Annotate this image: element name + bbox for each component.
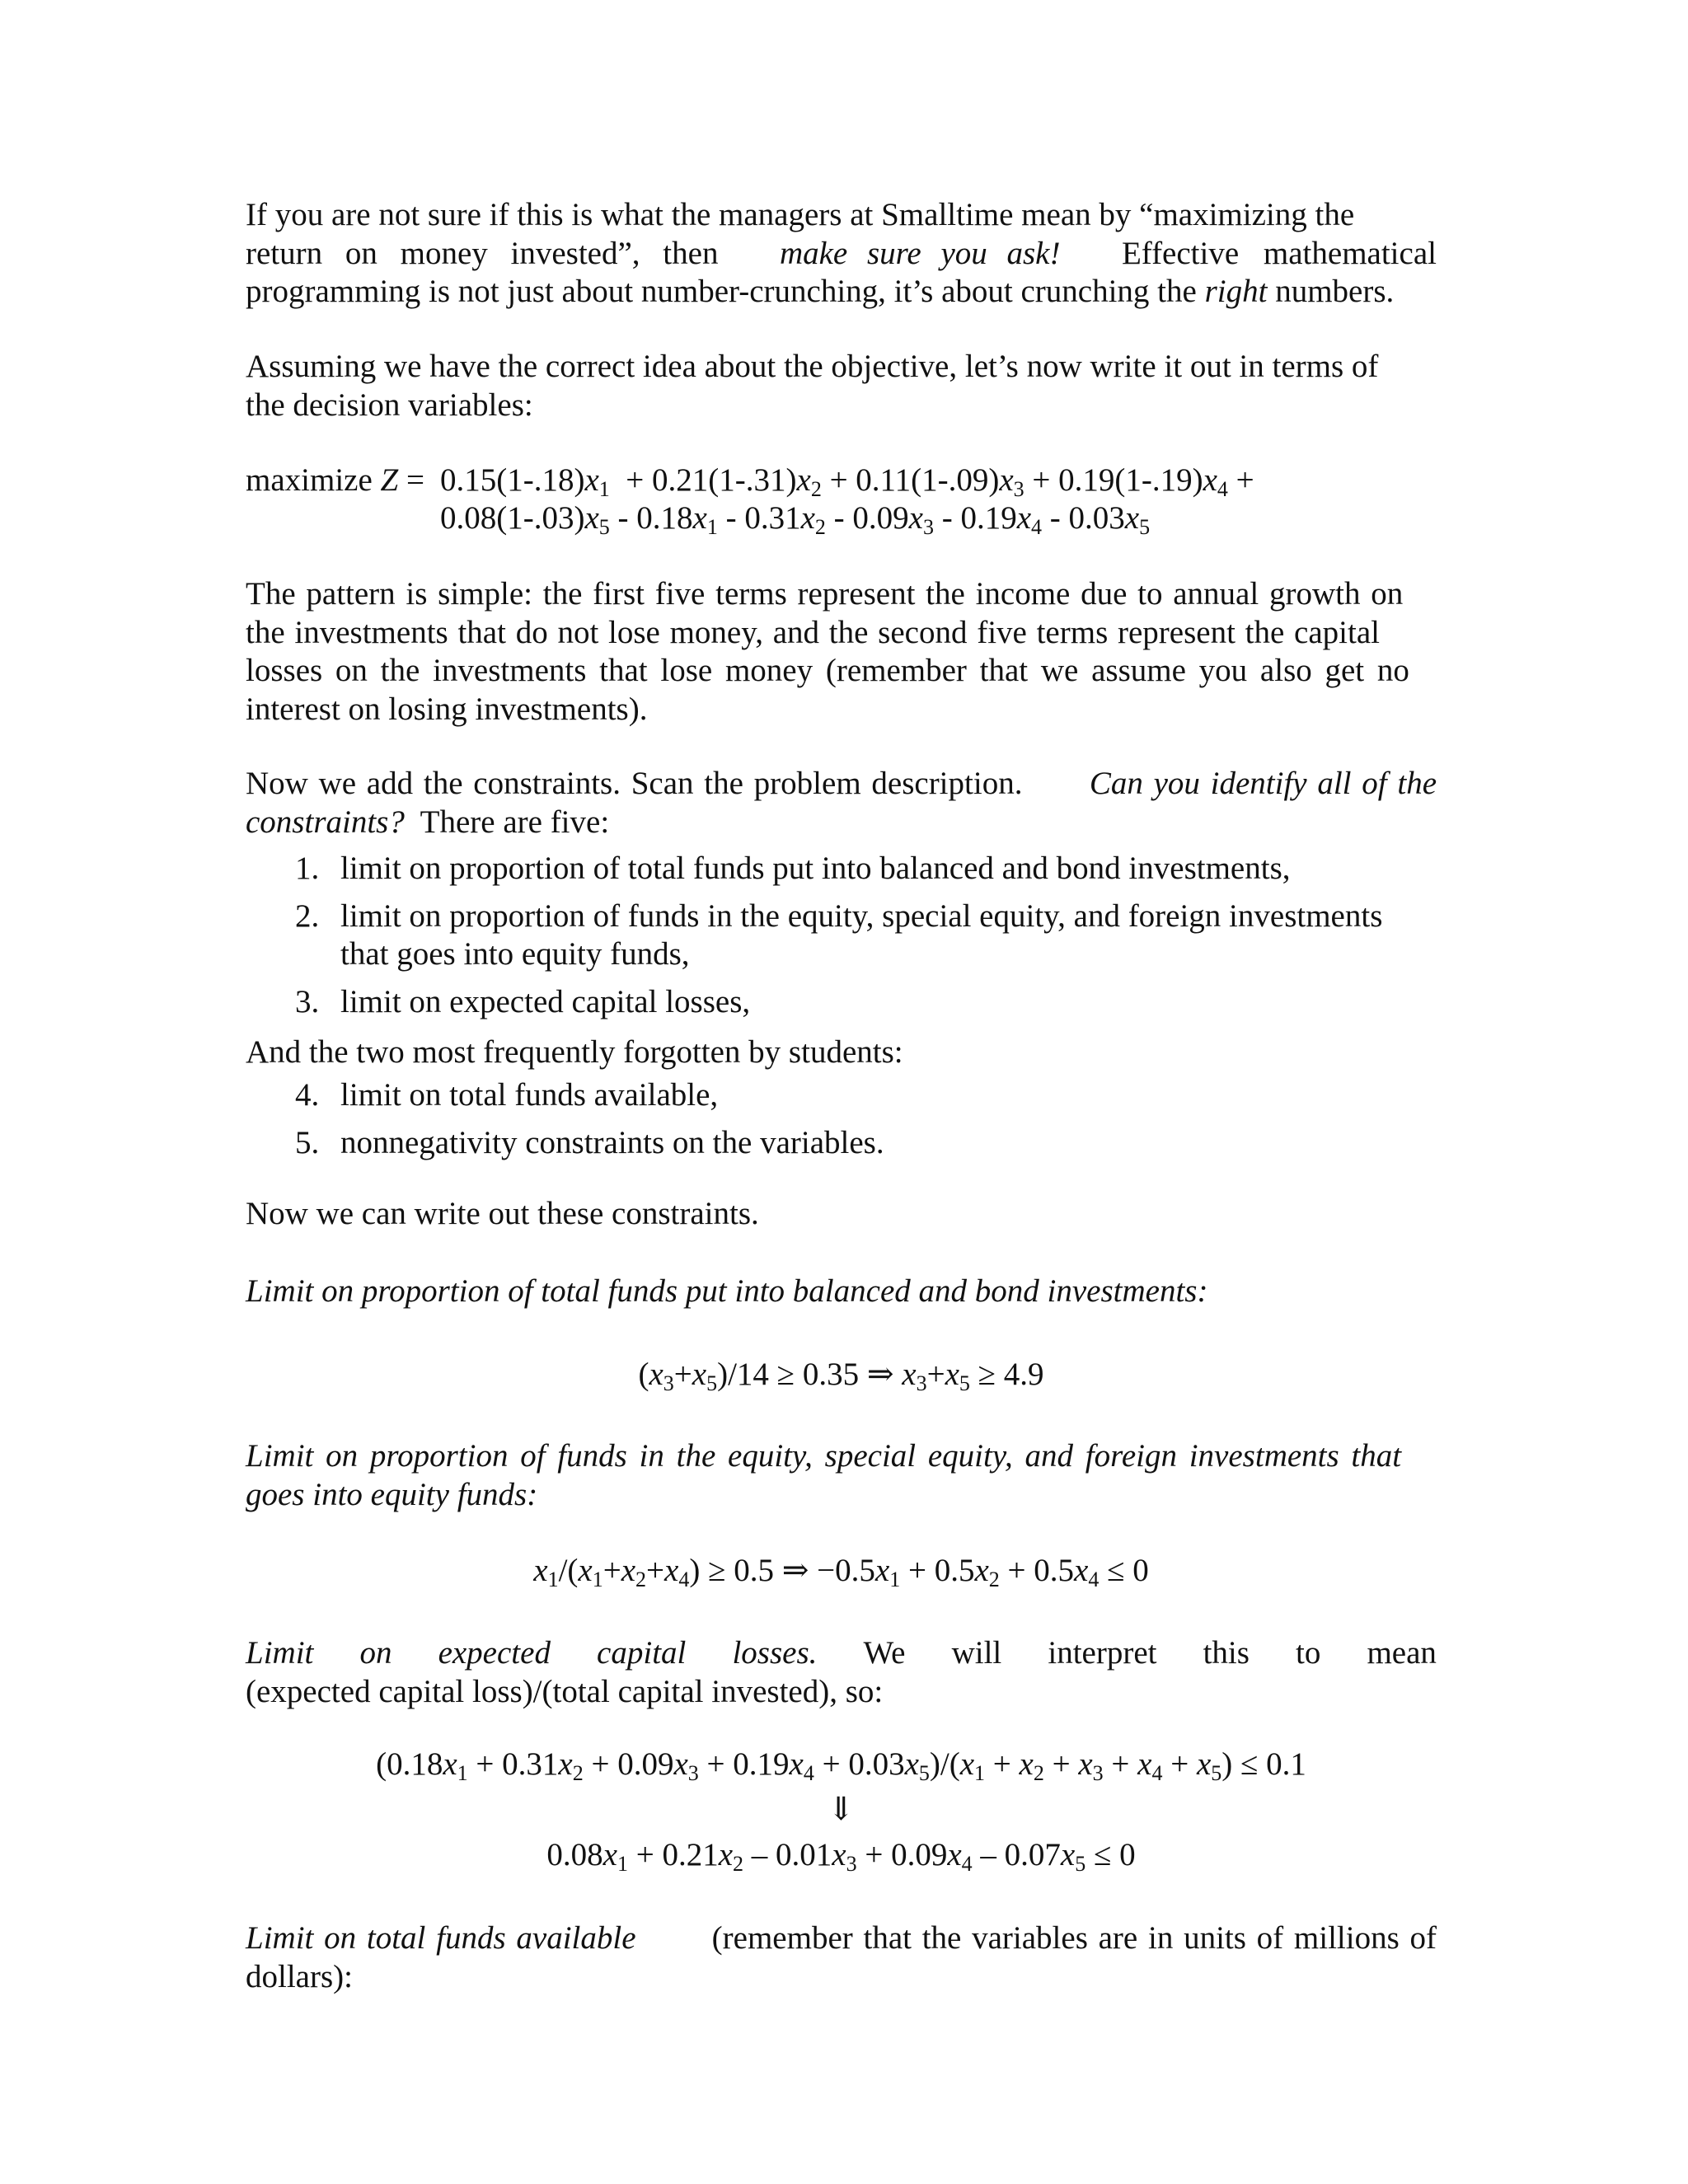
eq-text: )/(	[929, 1746, 960, 1782]
objective-term: - 0.09	[833, 500, 909, 536]
var-x: x	[621, 1553, 636, 1588]
list-item	[246, 850, 1437, 888]
objective-term: + 0.11(1-.09)	[829, 462, 1000, 498]
objective-term: + 0.19(1-.19)	[1032, 462, 1203, 498]
intro-text: Effective mathematical	[1121, 235, 1437, 271]
var-x: x	[999, 462, 1014, 498]
constraint-list-1	[246, 850, 1437, 1031]
objective-term: 0.08(1-.03)	[440, 500, 585, 536]
subscript: 4	[1217, 477, 1228, 501]
var-x: x	[902, 1357, 917, 1392]
constraints-intro-paragraph	[246, 765, 1437, 841]
subscript: 2	[810, 477, 822, 501]
var-x: x	[443, 1746, 457, 1782]
eq-text: + 0.09	[583, 1746, 674, 1782]
heading-word: mean	[1367, 1635, 1437, 1671]
subscript: 5	[959, 1371, 970, 1395]
objective-line-2	[440, 499, 1150, 537]
constraints-question: constraints?	[246, 804, 405, 840]
heading-word: We	[863, 1635, 906, 1671]
intro-paragraph	[246, 196, 1437, 311]
forgotten-constraints-text: And the two most frequently forgotten by students:	[246, 1034, 903, 1070]
total-funds-line-2: dollars):	[246, 1958, 353, 1994]
eq-text: (	[638, 1357, 649, 1392]
var-x: x	[578, 1553, 593, 1588]
list-item	[246, 983, 1437, 1021]
var-x: x	[673, 1746, 688, 1782]
subscript: 1	[598, 477, 610, 501]
var-x: x	[718, 1837, 734, 1872]
subscript: 5	[1211, 1761, 1222, 1785]
subscript: 3	[922, 515, 934, 539]
subscript: 5	[1075, 1852, 1086, 1876]
heading-word: Limit	[246, 1635, 314, 1671]
var-x: x	[789, 1746, 804, 1782]
constraints-intro-text: Now we add the constraints. Scan the problem description.	[246, 766, 1023, 801]
equity-heading-text: Limit on proportion of funds in the equity, special equity, and foreign investments that	[246, 1438, 1402, 1474]
var-x: x	[908, 500, 923, 536]
write-constraints-text: Now we can write out these constraints.	[246, 1196, 759, 1231]
eq-text: + 0.19	[698, 1746, 790, 1782]
subscript: 1	[889, 1568, 901, 1591]
pattern-text: the investments that do not lose money, and the second five terms represent the capital	[246, 614, 1380, 650]
var-x: x	[1074, 1553, 1089, 1588]
list-item	[246, 1076, 1437, 1114]
subscript: 4	[803, 1761, 814, 1785]
subscript: 4	[1151, 1761, 1163, 1785]
intro-line-1	[246, 196, 1437, 234]
capital-losses-heading	[246, 1634, 1437, 1710]
var-x: x	[558, 1746, 573, 1782]
var-x: x	[692, 1357, 707, 1392]
var-x: x	[1019, 1746, 1034, 1782]
eq-text: ≤ 0	[1099, 1553, 1149, 1588]
capital-losses-equation-2	[246, 1836, 1437, 1874]
right-word: right	[1204, 274, 1268, 310]
plus-sign: +	[1236, 462, 1254, 498]
constraint-list-2	[246, 1076, 1437, 1171]
intro-line-3	[246, 273, 1437, 311]
objective-term: + 0.21(1-.31)	[626, 462, 797, 498]
heading-word: capital	[597, 1635, 687, 1671]
subscript: 1	[617, 1852, 628, 1876]
equity-heading-line-1	[246, 1437, 1437, 1475]
objective-term: - 0.19	[941, 500, 1017, 536]
eq-text: +	[1162, 1746, 1197, 1782]
var-x: x	[945, 1357, 959, 1392]
list-item-text: limit on proportion of funds in the equity, special equity, and foreign investments	[340, 898, 1383, 934]
total-funds-line-1	[246, 1919, 1437, 1957]
heading-word: on	[359, 1635, 392, 1671]
var-x: x	[1124, 500, 1140, 536]
heading-word: losses.	[732, 1635, 818, 1671]
capital-losses-line-1	[246, 1634, 1437, 1672]
var-x: x	[874, 1553, 890, 1588]
subscript: 3	[916, 1371, 927, 1395]
objective-lead	[246, 462, 424, 499]
heading-word: to	[1296, 1635, 1321, 1671]
equity-equation	[246, 1552, 1437, 1590]
subscript: 2	[1033, 1761, 1044, 1785]
eq-text: + 0.5	[900, 1553, 975, 1588]
subscript: 5	[918, 1761, 930, 1785]
subscript: 2	[733, 1852, 744, 1876]
intro-text: return on money invested”, then	[246, 235, 719, 271]
capital-losses-line-2: (expected capital loss)/(total capital invested), so:	[246, 1673, 884, 1709]
objective-intro-paragraph	[246, 348, 1437, 424]
subscript: 2	[635, 1568, 647, 1591]
subscript: 5	[598, 515, 610, 539]
list-item	[246, 898, 1437, 973]
list-number: 3.	[295, 983, 320, 1019]
var-x: x	[1060, 1837, 1076, 1872]
var-x: x	[904, 1746, 919, 1782]
subscript: 3	[663, 1371, 674, 1395]
subscript: 1	[547, 1568, 559, 1591]
var-x: x	[974, 1553, 989, 1588]
list-number: 5.	[295, 1124, 320, 1160]
subscript: 2	[988, 1568, 1000, 1591]
objective-function	[246, 462, 1437, 540]
var-x: x	[649, 1357, 663, 1392]
constraints-question: Can you identify all of the	[1089, 766, 1437, 801]
subscript: 3	[1013, 477, 1025, 501]
subscript: 1	[592, 1568, 603, 1591]
maximize-label: maximize	[246, 462, 373, 498]
eq-text: + 0.09	[856, 1837, 948, 1872]
eq-text: +	[603, 1553, 621, 1588]
list-item-text: limit on total funds available,	[340, 1077, 719, 1113]
pattern-text: losses on the investments that lose money (remember that we assume you also get no	[246, 653, 1409, 689]
capital-losses-equation-1	[246, 1746, 1437, 1783]
total-funds-paragraph	[246, 1919, 1437, 1995]
intro-text: programming is not just about number-crunching, it’s about crunching the	[246, 274, 1197, 310]
pattern-line-1	[246, 575, 1437, 613]
subscript: 3	[1092, 1761, 1104, 1785]
var-x: x	[692, 500, 707, 536]
var-x: x	[959, 1746, 975, 1782]
subscript: 1	[706, 515, 718, 539]
equals-sign: =	[398, 462, 424, 498]
pattern-line-3	[246, 652, 1437, 690]
var-x: x	[800, 500, 815, 536]
subscript: 4	[678, 1568, 690, 1591]
var-x: x	[832, 1837, 846, 1872]
var-x: x	[664, 1553, 679, 1588]
list-number: 2.	[295, 898, 320, 934]
eq-text: + 0.31	[467, 1746, 559, 1782]
eq-text: +	[1103, 1746, 1138, 1782]
balanced-bond-heading: Limit on proportion of total funds put into balanced and bond investments:	[246, 1273, 1208, 1309]
balanced-bond-equation	[246, 1356, 1437, 1394]
var-x: x	[584, 500, 599, 536]
eq-text: +	[985, 1746, 1020, 1782]
subscript: 1	[457, 1761, 468, 1785]
eq-text: + 0.21	[627, 1837, 719, 1872]
intro-text: numbers.	[1275, 274, 1395, 310]
var-x: x	[1196, 1746, 1212, 1782]
implies-arrow: ⇓	[828, 1792, 855, 1827]
objective-line-1	[440, 462, 1254, 499]
total-funds-text: (remember that the variables are in units of millions of	[711, 1920, 1437, 1956]
heading-word: will	[951, 1635, 1002, 1671]
eq-text: – 0.01	[743, 1837, 832, 1872]
var-x: x	[533, 1553, 548, 1588]
make-sure-you-ask: make sure you ask!	[779, 235, 1061, 271]
list-item	[246, 1124, 1437, 1162]
list-number: 4.	[295, 1077, 320, 1113]
eq-text: 0.08	[546, 1837, 603, 1872]
var-x: x	[1078, 1746, 1093, 1782]
eq-text: +	[646, 1553, 665, 1588]
var-x: x	[603, 1837, 617, 1872]
objective-term: - 0.03	[1049, 500, 1125, 536]
eq-text: (0.18	[376, 1746, 443, 1782]
equity-heading-line-2: goes into equity funds:	[246, 1476, 538, 1512]
objective-intro-line-1: Assuming we have the correct idea about the objective, let’s now write it out in terms of	[246, 349, 1379, 384]
eq-text: ≤ 0	[1085, 1837, 1136, 1872]
eq-text: + 0.5	[999, 1553, 1075, 1588]
eq-text: +	[926, 1357, 945, 1392]
subscript: 5	[1139, 515, 1151, 539]
subscript: 4	[1031, 515, 1043, 539]
objective-intro-line-2: the decision variables:	[246, 387, 533, 423]
eq-text: /(	[558, 1553, 579, 1588]
intro-text: If you are not sure if this is what the managers at Smalltime mean by “maximizing the	[246, 197, 1355, 232]
subscript: 2	[814, 515, 826, 539]
heading-word: interpret	[1048, 1635, 1157, 1671]
subscript: 1	[974, 1761, 986, 1785]
var-x: x	[1137, 1746, 1152, 1782]
eq-text: +	[673, 1357, 692, 1392]
list-item-text: limit on proportion of total funds put into balanced and bond investments,	[340, 851, 1291, 886]
var-x: x	[947, 1837, 962, 1872]
subscript: 4	[1088, 1568, 1100, 1591]
pattern-paragraph	[246, 575, 1437, 729]
subscript: 3	[687, 1761, 699, 1785]
pattern-line-2	[246, 614, 1437, 652]
equity-heading	[246, 1437, 1437, 1513]
var-x: x	[796, 462, 811, 498]
list-number: 1.	[295, 851, 320, 886]
pattern-text: The pattern is simple: the first five terms represent the income due to annual growth on	[246, 576, 1404, 612]
list-item-text: limit on expected capital losses,	[340, 983, 751, 1019]
list-item-text: that goes into equity funds,	[340, 936, 690, 972]
pattern-line-4: interest on losing investments).	[246, 691, 648, 727]
eq-text: +	[1043, 1746, 1079, 1782]
z-symbol: Z	[380, 462, 399, 498]
subscript: 5	[706, 1371, 718, 1395]
constraints-intro-line-1	[246, 765, 1437, 803]
intro-line-2	[246, 235, 1437, 273]
objective-term: 0.15(1-.18)	[440, 462, 585, 498]
eq-text: + 0.03	[814, 1746, 905, 1782]
var-x: x	[584, 462, 599, 498]
var-x: x	[1016, 500, 1032, 536]
list-item-text: nonnegativity constraints on the variables.	[340, 1124, 884, 1160]
var-x: x	[1203, 462, 1217, 498]
eq-text: – 0.07	[972, 1837, 1061, 1872]
eq-text: ) ≥ 0.5 ⇒ −0.5	[689, 1553, 875, 1588]
constraints-intro-text: There are five:	[420, 804, 610, 840]
eq-text: ≥ 4.9	[969, 1357, 1044, 1392]
subscript: 2	[572, 1761, 584, 1785]
total-funds-heading: Limit on total funds available	[246, 1920, 636, 1956]
heading-word: this	[1203, 1635, 1250, 1671]
constraints-intro-line-2	[246, 804, 1437, 841]
objective-term: - 0.31	[725, 500, 801, 536]
eq-text: )/14 ≥ 0.35 ⇒	[717, 1357, 903, 1392]
eq-text: ) ≤ 0.1	[1221, 1746, 1306, 1782]
subscript: 3	[846, 1852, 857, 1876]
objective-term: - 0.18	[617, 500, 693, 536]
subscript: 4	[961, 1852, 973, 1876]
heading-word: expected	[438, 1635, 551, 1671]
